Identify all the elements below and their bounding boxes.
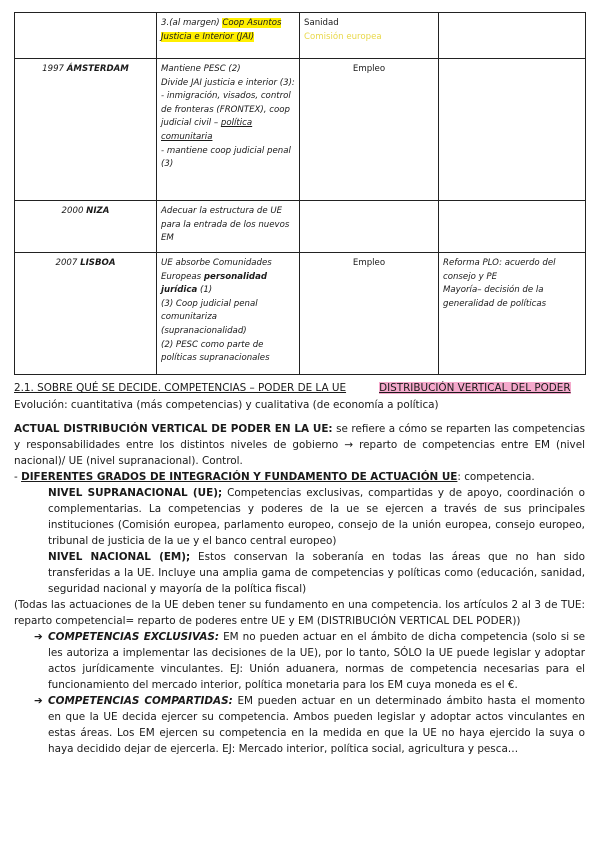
cell-text: (3) Coop judicial penal comunitariza (supranacionalidad) bbox=[161, 298, 258, 336]
arrow-icon: ➔ bbox=[34, 631, 43, 643]
bold-text: ACTUAL DISTRIBUCIÓN VERTICAL DE PODER EN LA UE: bbox=[14, 423, 333, 435]
table-cell bbox=[300, 13, 439, 59]
treaty-place: LISBOA bbox=[80, 258, 116, 268]
national-paragraph bbox=[14, 549, 585, 597]
cell-text bbox=[161, 257, 295, 298]
paragraph-text: se refiere a cómo se reparten las competencias y responsabilidades entre los distintos niveles de gobierno → reparto de competencias entre EM (nivel nacional)/ UE (nivel supranacional). Control. bbox=[14, 423, 586, 467]
cell-text: Sanidad bbox=[304, 18, 339, 28]
table-cell bbox=[300, 59, 439, 201]
bold-underlined-text: DIFERENTES GRADOS DE INTEGRACIÓN Y FUNDAMENTO DE ACTUACIÓN UE bbox=[21, 471, 458, 483]
supranational-paragraph bbox=[14, 485, 585, 549]
bold-text: NIVEL SUPRANACIONAL (UE); bbox=[48, 487, 223, 499]
cell-text: Empleo bbox=[352, 258, 386, 268]
bold-italic-text: COMPETENCIAS EXCLUSIVAS: bbox=[48, 631, 220, 643]
table-cell bbox=[157, 13, 300, 59]
bold-text: personalidad jurídica bbox=[161, 271, 268, 296]
table-cell bbox=[157, 59, 300, 201]
bold-italic-text: COMPETENCIAS COMPARTIDAS: bbox=[48, 695, 233, 707]
table-cell bbox=[439, 201, 586, 253]
treaty-year: 2000 bbox=[61, 206, 84, 216]
table-cell bbox=[157, 253, 300, 375]
arrow-icon: ➔ bbox=[34, 695, 43, 707]
pink-highlighted-heading: DISTRIBUCIÓN VERTICAL DEL PODER bbox=[379, 382, 571, 394]
table-cell bbox=[439, 253, 586, 375]
table-cell bbox=[15, 59, 157, 201]
cell-text: Adecuar la estructura de UE para la entrada de los nuevos EM bbox=[161, 206, 290, 244]
grados-paragraph bbox=[14, 469, 585, 485]
cell-text: Reforma PLO: acuerdo del consejo y PE bbox=[443, 258, 556, 282]
cell-text: - mantiene coop judicial penal (3) bbox=[161, 145, 291, 170]
treaty-year: 1997 bbox=[42, 64, 65, 74]
paragraph-text: Estos conservan la soberanía en todas las áreas que no han sido transferidas a la UE. Incluye una amplia gama de competencias y políticas como (educación, sanidad, seguridad nacional y mayoría de la política fiscal) bbox=[48, 551, 585, 595]
table-cell bbox=[300, 253, 439, 375]
heading-text: 2.1. SOBRE QUÉ SE DECIDE. COMPETENCIAS – PODER DE LA UE bbox=[14, 382, 347, 394]
table-row bbox=[15, 253, 586, 375]
dash: - bbox=[14, 471, 22, 483]
table-cell bbox=[439, 13, 586, 59]
cell-text: Divide JAI justicia e interior (3): bbox=[161, 77, 295, 88]
table-cell bbox=[439, 59, 586, 201]
actual-paragraph bbox=[14, 421, 585, 469]
table-cell bbox=[157, 201, 300, 253]
cell-text bbox=[161, 90, 295, 144]
paragraph-text: Competencias exclusivas, compartidas y de apoyo, coordinación o complementarias. La competencias y poderes de la ue se ejercen a través de sus principales instituciones (Comisión europea, parlamento europeo, consejo de la unión europea, consejo europeo, tribunal de justicia de la ue y el banco central europeo) bbox=[48, 487, 585, 547]
table-row bbox=[15, 59, 586, 201]
treaty-year: 2007 bbox=[55, 258, 78, 268]
bold-text: NIVEL NACIONAL (EM); bbox=[48, 551, 191, 563]
paragraph-text: : competencia. bbox=[457, 471, 535, 483]
table-row bbox=[15, 201, 586, 253]
bullet-item bbox=[14, 629, 585, 693]
cell-text-part: - inmigración, visados, control de fronteras (FRONTEX), coop judicial civil – bbox=[161, 91, 291, 129]
section-heading bbox=[14, 380, 585, 396]
cell-text: (2) PESC como parte de políticas supranacionales bbox=[161, 339, 270, 364]
table-cell bbox=[15, 201, 157, 253]
paragraph-text: EM pueden actuar en un determinado ámbito hasta el momento en que la UE decida ejercer su competencia. Ambos pueden legislar y adoptar actos vinculantes en estas áreas. Los EM ejercen su competencia en la medida en que la UE no haya ejercido la suya o haya decidido dejar de ejercerla. EJ: Mercado interior, política social, agricultura y pesca… bbox=[48, 695, 585, 755]
evolucion-paragraph: Evolución: cuantitativa (más competencias) y cualitativa (de economía a política) bbox=[14, 399, 439, 411]
highlighted-text: Coop Asuntos Justicia e Interior (JAI) bbox=[161, 18, 282, 42]
table-cell bbox=[15, 253, 157, 375]
bullet-item bbox=[14, 693, 585, 757]
cell-text: Empleo bbox=[352, 64, 386, 74]
treaty-place: NIZA bbox=[86, 206, 110, 216]
todas-paragraph: (Todas las actuaciones de la UE deben tener su fundamento en una competencia. los artículos 2 al 3 de TUE: reparto competencial= reparto de poderes entre UE y EM (DISTRIBUCIÓN VERTICAL DEL PODER)) bbox=[14, 599, 585, 627]
treaty-place: ÁMSTERDAM bbox=[66, 64, 129, 74]
cell-text: Mantiene PESC (2) bbox=[161, 64, 241, 74]
cell-text-part: UE absorbe Comunidades Europeas bbox=[161, 258, 272, 282]
treaties-table bbox=[14, 12, 586, 375]
cell-text-part: (1) bbox=[197, 285, 213, 296]
table-row bbox=[15, 13, 586, 59]
table-cell bbox=[300, 201, 439, 253]
cell-text: Mayoría– decisión de la generalidad de políticas bbox=[443, 285, 547, 309]
cell-text: 3.(al margen) bbox=[161, 18, 223, 28]
section-content bbox=[14, 380, 585, 757]
paragraph-text: EM no pueden actuar en el ámbito de dicha competencia (solo si se les autoriza a implementar las decisiones de la UE), por lo tanto, SÓLO la UE puede legislar y adoptar actos jurídicamente vinculantes. EJ: Unión aduanera, normas de competencia necesarias para el funcionamiento del mercado interior, política monetaria para los EM cuya moneda es el €. bbox=[48, 631, 586, 691]
cell-text: Comisión europea bbox=[304, 31, 382, 42]
underlined-text: política comunitaria bbox=[161, 118, 253, 142]
table-cell bbox=[15, 13, 157, 59]
